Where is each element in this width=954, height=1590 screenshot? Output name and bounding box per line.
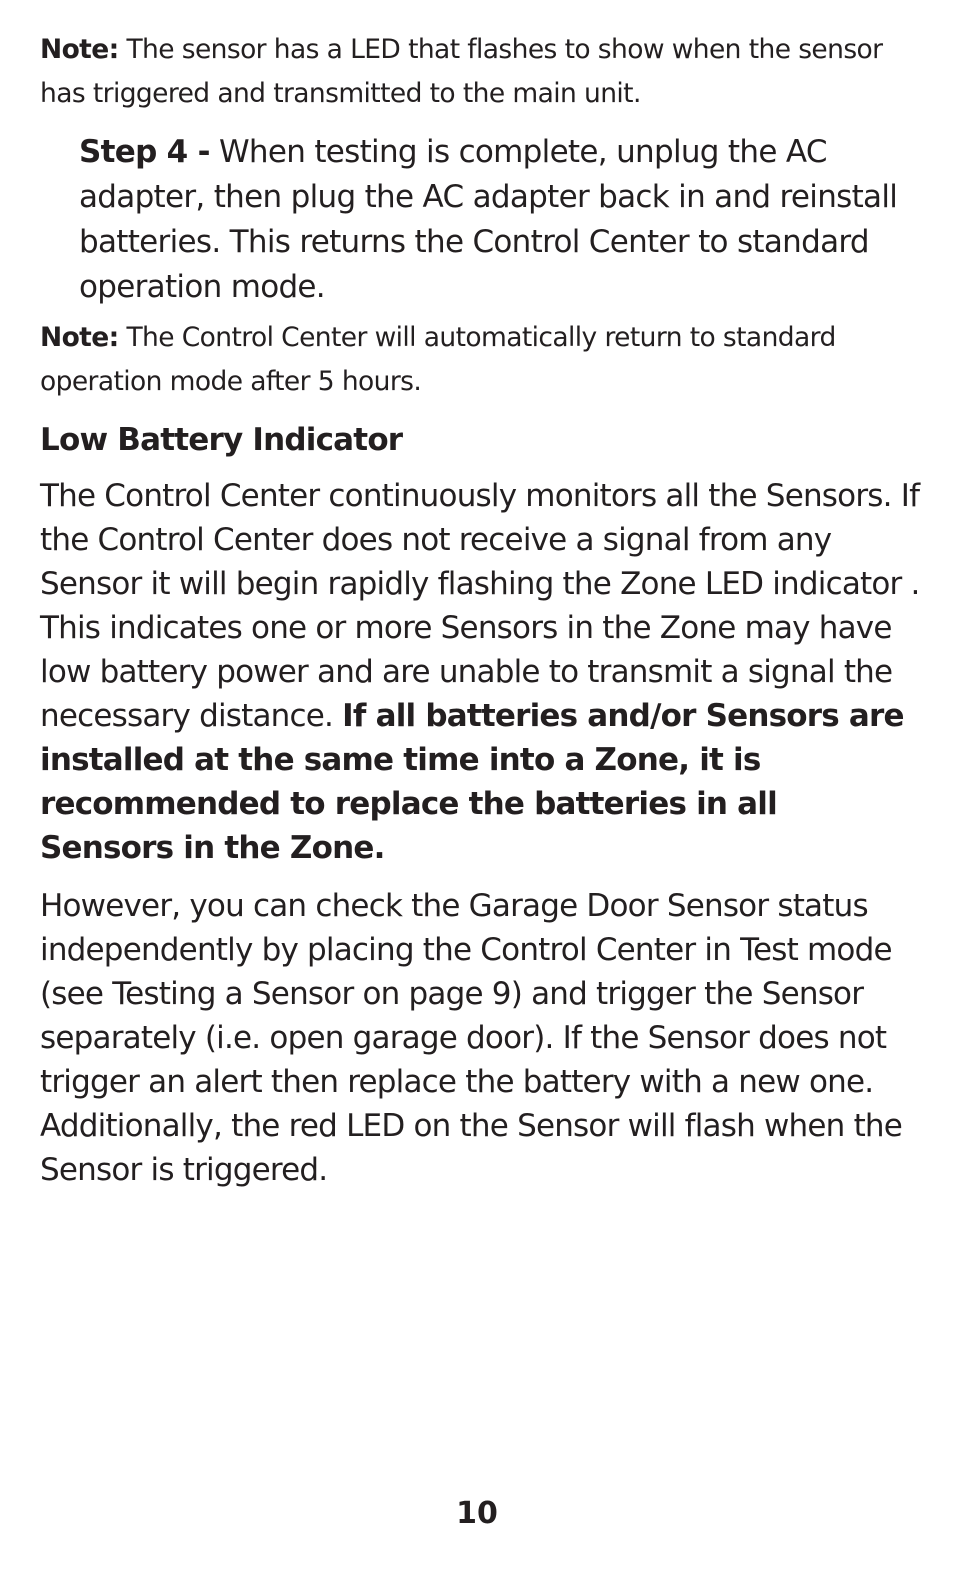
note-label: Note: (40, 322, 119, 353)
garage-sensor-paragraph: However, you can check the Garage Door Sensor status independently by placing the Control Center in Test mode (see Testing a Sensor on page 9) and trigger the Sensor separately (i.e. open garage door). If the Sensor does not trigger an alert then replace the battery with a new one. Additionally, the red LED on the Sensor will flash when the Sensor is triggered. (40, 888, 903, 1188)
paragraph-text: The Control Center continuously monitors all the Sensors. If the Control Center does not receive a signal from any Sensor it will begin rapidly flashing the Zone LED indicator . This indicates one or more Sensors in the Zone may have low battery power and are unable to transmit a signal the necessary distance. (40, 478, 920, 734)
note-label: Note: (40, 34, 119, 65)
note-text: The sensor has a LED that flashes to show when the sensor has triggered and transmitted to the main unit. (40, 34, 883, 109)
step-4 (79, 130, 920, 310)
note-text: The Control Center will automatically return to standard operation mode after 5 hours. (40, 322, 836, 397)
paragraph-bold-text: If all batteries and/or Sensors are installed at the same time into a Zone, it is recommended to replace the batteries in all Sensors in the Zone. (40, 698, 904, 866)
manual-page (40, 28, 920, 1192)
low-battery-paragraph (40, 474, 920, 870)
note-auto-return (40, 316, 920, 404)
step-label: Step 4 - (79, 134, 210, 170)
section-heading: Low Battery Indicator (40, 422, 403, 458)
page-number: 10 (456, 1496, 498, 1531)
step-text: When testing is complete, unplug the AC adapter, then plug the AC adapter back in and reinstall batteries. This returns the Control Center to standard operation mode. (79, 134, 898, 305)
note-sensor-led (40, 28, 920, 116)
